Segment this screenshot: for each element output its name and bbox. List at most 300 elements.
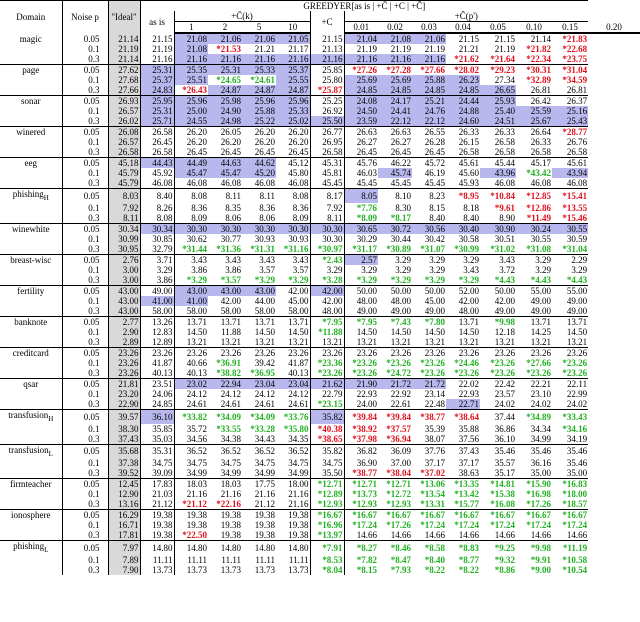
value-cell: 24.87	[242, 85, 276, 96]
value-cell: *37.57	[386, 423, 411, 434]
value-cell: 26.20	[220, 137, 241, 147]
value-cell: 49.00	[390, 305, 411, 316]
value-cell: 46.19	[424, 168, 445, 178]
value-cell: 21.72	[378, 378, 412, 389]
value-cell: 24.88	[446, 106, 480, 116]
value-cell: 25.33	[276, 106, 310, 116]
noise-cell: 0.1	[62, 137, 108, 147]
value-cell: *16.67	[480, 510, 516, 521]
table-row	[0, 389, 640, 399]
value-cell: 19.38	[288, 530, 309, 541]
noise-cell: 0.1	[62, 106, 108, 116]
col-chat-header: +Ĉ(p')	[344, 11, 588, 22]
value-cell: 42.00	[458, 295, 479, 306]
domain-cell	[0, 337, 62, 348]
domain-cell	[0, 75, 62, 85]
value-cell: *31.17	[344, 244, 378, 255]
value-cell: 35.31	[140, 444, 174, 458]
value-cell: 26.58	[530, 147, 551, 157]
value-cell: 18.03	[208, 479, 242, 490]
noise-cell: 0.1	[62, 489, 108, 499]
value-cell: 13.21	[254, 336, 275, 347]
value-cell: 24.85	[344, 85, 378, 96]
value-cell: 23.26	[480, 347, 516, 358]
value-cell: *30.89	[386, 243, 411, 254]
value-cell: 25.95	[140, 96, 174, 107]
value-cell: 26.15	[458, 137, 479, 147]
value-cell: 19.38	[140, 530, 174, 541]
value-cell: *9.91	[530, 555, 551, 566]
value-cell: 24.61	[288, 398, 309, 409]
value-cell: 8.10	[378, 189, 412, 203]
domain-cell	[0, 368, 62, 379]
value-cell: 13.21	[390, 336, 411, 347]
value-cell: 26.55	[412, 127, 446, 138]
table-row	[0, 189, 640, 203]
value-cell: 8.40	[463, 212, 479, 223]
table-row	[0, 530, 640, 541]
table-row	[0, 33, 640, 44]
table-row	[0, 458, 640, 468]
table-row	[0, 127, 640, 138]
value-cell: *13.54	[420, 489, 445, 500]
value-cell: *10.58	[562, 555, 588, 566]
value-cell: *8.22	[424, 565, 445, 576]
value-cell: 26.95	[310, 137, 344, 147]
noise-cell: 0.3	[62, 468, 108, 479]
noise-cell: 0.3	[62, 116, 108, 127]
noise-cell: 0.05	[62, 285, 108, 296]
value-cell: 41.87	[140, 358, 174, 368]
noise-cell: 0.05	[62, 479, 108, 490]
domain-cell	[0, 434, 62, 445]
value-cell: 37.00	[390, 458, 411, 469]
value-cell: 49.00	[566, 295, 588, 306]
value-cell: *8.40	[424, 555, 445, 566]
value-cell: *12.93	[344, 499, 378, 510]
ideal-cell: 45.79	[108, 168, 140, 178]
value-cell: *23.26	[454, 367, 479, 378]
value-cell: 22.02	[446, 378, 480, 389]
value-cell: 34.75	[220, 458, 241, 469]
noise-cell: 0.05	[62, 96, 108, 107]
value-cell: 26.45	[424, 147, 445, 157]
value-cell: 45.00	[424, 295, 445, 306]
value-cell: 24.98	[208, 116, 242, 127]
value-cell: 23.26	[208, 347, 242, 358]
value-cell: *10.54	[562, 565, 588, 576]
table-row	[0, 434, 640, 445]
value-cell: 14.66	[390, 530, 411, 541]
ideal-cell: 2.76	[108, 254, 140, 265]
value-cell: 25.21	[412, 96, 446, 107]
value-cell: 58.00	[174, 306, 208, 317]
value-cell: 26.27	[390, 137, 411, 147]
value-cell: *37.98	[344, 434, 378, 445]
value-cell: 8.11	[242, 189, 276, 203]
value-cell: 26.37	[552, 96, 588, 107]
domain-cell	[0, 458, 62, 468]
value-cell: *22.16	[216, 499, 241, 510]
value-cell: *12.93	[310, 499, 344, 510]
value-cell: 21.16	[254, 489, 275, 500]
table-row	[0, 158, 640, 169]
value-cell: 44.00	[254, 295, 275, 306]
value-cell: 49.00	[424, 305, 445, 316]
value-cell: 42.00	[220, 295, 241, 306]
value-cell: 46.08	[288, 178, 309, 188]
ideal-cell: 21.81	[108, 378, 140, 389]
value-cell: 40.13	[174, 368, 208, 379]
value-cell: *33.28	[250, 423, 275, 434]
value-cell: 48.00	[458, 305, 479, 316]
value-cell: 12.89	[140, 337, 174, 348]
value-cell: *17.26	[386, 520, 411, 531]
value-cell: 14.50	[254, 326, 275, 337]
domain-cell: fertility	[0, 285, 62, 296]
noise-cell: 0.3	[62, 530, 108, 541]
value-cell: 40.66	[174, 358, 208, 368]
value-cell: 30.24	[516, 223, 552, 234]
value-cell: *12.71	[310, 479, 344, 490]
value-cell: 36.52	[276, 444, 310, 458]
value-cell: 3.29	[395, 264, 411, 275]
ideal-cell: 27.68	[108, 75, 140, 85]
value-cell: 24.83	[140, 85, 174, 96]
value-cell: 19.38	[254, 530, 275, 541]
value-cell: 30.34	[140, 223, 174, 234]
domain-cell: winewhite	[0, 223, 62, 234]
value-cell: 18.00	[276, 479, 310, 490]
value-cell: 55.00	[516, 285, 552, 296]
value-cell: 25.31	[140, 106, 174, 116]
value-cell: 14.50	[458, 326, 479, 337]
value-cell: 25.02	[276, 116, 310, 127]
value-cell: 8.09	[292, 212, 309, 223]
value-cell: *9.98	[516, 541, 552, 555]
value-cell: 8.08	[276, 189, 310, 203]
noise-cell: 0.3	[62, 399, 108, 410]
value-cell: 25.31	[208, 65, 242, 76]
value-cell: 45.45	[310, 178, 344, 189]
value-cell: 34.99	[288, 468, 309, 479]
value-cell: 13.73	[220, 565, 241, 576]
value-cell: 22.93	[344, 389, 378, 399]
value-cell: 26.58	[494, 137, 515, 147]
value-cell: 30.42	[424, 233, 445, 244]
noise-cell: 0.05	[62, 347, 108, 358]
value-cell: 34.75	[288, 458, 309, 469]
noise-cell: 0.3	[62, 147, 108, 158]
value-cell: *16.67	[412, 510, 446, 521]
domain-cell	[0, 327, 62, 337]
domain-cell	[0, 106, 62, 116]
value-cell: 13.21	[494, 336, 515, 347]
value-cell: 14.80	[242, 541, 276, 555]
value-cell: 26.58	[566, 147, 588, 157]
value-cell: 8.40	[140, 189, 174, 203]
value-cell: *4.43	[530, 274, 551, 285]
domain-cell: transfusion$_H$	[0, 409, 62, 423]
value-cell: *31.31	[250, 243, 275, 254]
value-cell: 14.80	[276, 541, 310, 555]
value-cell: 7.92	[310, 203, 344, 213]
value-cell: 49.00	[566, 305, 588, 316]
ideal-cell: 43.00	[108, 285, 140, 296]
value-cell: 18.03	[174, 479, 208, 490]
value-cell: 26.42	[516, 96, 552, 107]
value-cell: *11.19	[552, 541, 588, 555]
value-cell: 3.29	[516, 254, 552, 265]
value-cell: 25.98	[208, 96, 242, 107]
value-cell: 23.26	[310, 347, 344, 358]
value-cell: 45.74	[378, 168, 412, 178]
value-cell: *24.46	[454, 357, 479, 368]
value-cell: 41.00	[140, 296, 174, 306]
value-cell: 36.86	[494, 423, 515, 434]
value-cell: *9.25	[480, 541, 516, 555]
value-cell: 44.63	[208, 158, 242, 169]
table-row	[0, 234, 640, 244]
noise-cell: 0.1	[62, 265, 108, 275]
value-cell: *12.86	[526, 202, 551, 213]
value-cell: *24.61	[250, 75, 275, 85]
value-cell: *33.82	[174, 409, 208, 423]
value-cell: 45.31	[310, 158, 344, 169]
value-cell: 36.52	[242, 444, 276, 458]
value-cell: 34.56	[174, 434, 208, 445]
value-cell: 13.73	[254, 565, 275, 576]
value-cell: 21.19	[344, 44, 378, 54]
noise-cell: 0.3	[62, 85, 108, 96]
value-cell: 35.46	[566, 458, 588, 469]
ideal-cell: 35.68	[108, 444, 140, 458]
value-cell: 24.55	[174, 116, 208, 127]
value-cell: 30.30	[310, 234, 344, 244]
table-row	[0, 65, 640, 76]
value-cell: *7.43	[378, 316, 412, 327]
p-value-header: 0.03	[412, 22, 446, 34]
value-cell: 46.22	[378, 158, 412, 169]
domain-cell: breast-wisc	[0, 254, 62, 265]
ideal-cell: 27.62	[108, 65, 140, 76]
domain-cell	[0, 54, 62, 65]
value-cell: 37.17	[424, 458, 445, 469]
value-cell: *21.83	[562, 34, 588, 44]
value-cell: 49.00	[530, 295, 551, 306]
value-cell: 25.31	[140, 65, 174, 76]
value-cell: 22.93	[458, 388, 479, 399]
domain-cell: creditcard	[0, 347, 62, 358]
value-cell: *8.17	[390, 212, 411, 223]
value-cell: 21.16	[310, 54, 344, 65]
value-cell: *16.67	[344, 510, 378, 521]
table-row	[0, 306, 640, 317]
value-cell: *34.89	[516, 409, 552, 423]
value-cell: 30.40	[446, 223, 480, 234]
value-cell: 26.20	[174, 127, 208, 138]
value-cell: *13.97	[310, 530, 344, 541]
noise-cell: 0.1	[62, 520, 108, 530]
ideal-cell: 38.30	[108, 424, 140, 434]
value-cell: 26.45	[140, 137, 174, 147]
value-cell: 22.42	[480, 378, 516, 389]
value-cell: 23.26	[552, 347, 588, 358]
value-cell: *16.67	[446, 510, 480, 521]
value-cell: *38.82	[216, 367, 241, 378]
value-cell: 24.12	[254, 388, 275, 399]
value-cell: *13.31	[420, 499, 445, 510]
value-cell: 26.27	[344, 137, 378, 147]
table-row	[0, 510, 640, 521]
value-cell: 3.29	[429, 264, 445, 275]
value-cell: 13.71	[552, 316, 588, 327]
value-cell: 14.50	[566, 326, 588, 337]
value-cell: 8.40	[429, 212, 445, 223]
value-cell: 3.29	[446, 254, 480, 265]
value-cell: 3.86	[225, 264, 241, 275]
value-cell: 45.47	[208, 168, 242, 178]
noise-cell: 0.05	[62, 510, 108, 521]
value-cell: 24.61	[254, 398, 275, 409]
value-cell: 45.44	[480, 158, 516, 169]
value-cell: 8.11	[310, 213, 344, 224]
value-cell: *23.26	[420, 357, 445, 368]
value-cell: *15.90	[516, 479, 552, 490]
value-cell: *16.83	[552, 479, 588, 490]
value-cell: 19.38	[276, 510, 310, 521]
value-cell: 8.09	[174, 213, 208, 224]
value-cell: 8.17	[310, 189, 344, 203]
value-cell: *22.50	[174, 530, 208, 541]
value-cell: 46.08	[254, 178, 275, 188]
value-cell: 8.15	[429, 202, 445, 213]
noise-cell: 0.05	[62, 254, 108, 265]
k-value-header: 1	[174, 22, 208, 34]
ideal-cell: 3.00	[108, 265, 140, 275]
value-cell: 36.52	[208, 444, 242, 458]
value-cell: *4.43	[494, 274, 515, 285]
value-cell: 39.42	[254, 357, 275, 368]
value-cell: 34.43	[254, 433, 275, 444]
value-cell: 34.75	[174, 458, 208, 468]
value-cell: 58.00	[140, 306, 174, 317]
value-cell: *32.89	[526, 75, 551, 85]
value-cell: 19.38	[242, 510, 276, 521]
value-cell: 34.19	[566, 433, 588, 444]
value-cell: 36.10	[140, 409, 174, 423]
value-cell: *23.26	[344, 368, 378, 379]
value-cell: *27.28	[378, 65, 412, 76]
value-cell: 14.66	[494, 530, 515, 541]
value-cell: 3.71	[140, 254, 174, 265]
value-cell: *16.67	[552, 510, 588, 521]
value-cell: 25.55	[276, 75, 310, 85]
value-cell: *33.55	[216, 423, 241, 434]
noise-cell: 0.05	[62, 65, 108, 76]
value-cell: 21.16	[140, 54, 174, 65]
value-cell: 58.00	[254, 305, 275, 316]
value-cell: 25.37	[140, 75, 174, 85]
value-cell: 48.00	[344, 296, 378, 306]
value-cell: *23.36	[310, 358, 344, 368]
value-cell: 21.16	[288, 489, 309, 500]
p-value-header: 0.20	[588, 22, 640, 34]
value-cell: 21.21	[254, 44, 275, 54]
value-cell: *8.77	[458, 555, 479, 566]
value-cell: 3.57	[292, 264, 309, 275]
value-cell: 30.77	[220, 233, 241, 244]
domain-cell: qsar	[0, 378, 62, 389]
value-cell: *35.80	[283, 423, 309, 434]
value-cell: 34.75	[254, 458, 275, 469]
ideal-cell: 45.79	[108, 178, 140, 189]
value-cell: 14.66	[424, 530, 445, 541]
value-cell: 35.50	[310, 468, 344, 479]
domain-cell	[0, 565, 62, 575]
value-cell: *38.64	[446, 409, 480, 423]
value-cell: *23.15	[310, 399, 344, 410]
value-cell: *31.36	[216, 243, 241, 254]
value-cell: 36.16	[530, 458, 551, 469]
value-cell: *23.75	[562, 54, 588, 64]
value-cell: *17.24	[526, 520, 551, 531]
p-value-header: 0.02	[378, 22, 412, 34]
value-cell: 24.17	[378, 96, 412, 107]
value-cell: *24.65	[216, 75, 241, 85]
value-cell: *23.26	[386, 357, 411, 368]
value-cell: 23.51	[140, 378, 174, 389]
value-cell: 22.71	[446, 399, 480, 410]
value-cell: 46.08	[566, 178, 588, 188]
value-cell: *17.24	[344, 520, 378, 530]
value-cell: *39.84	[378, 409, 412, 423]
value-cell: 49.00	[530, 305, 551, 316]
ideal-cell: 2.77	[108, 316, 140, 327]
domain-cell	[0, 468, 62, 479]
value-cell: 30.58	[458, 233, 479, 244]
value-cell: 35.72	[174, 424, 208, 434]
value-cell: 30.44	[390, 233, 411, 244]
value-cell: *36.91	[216, 357, 241, 368]
value-cell: 30.30	[208, 223, 242, 234]
value-cell: 26.58	[140, 147, 174, 158]
value-cell: 13.21	[310, 337, 344, 348]
value-cell: 45.12	[276, 158, 310, 169]
value-cell: *7.93	[390, 565, 411, 576]
ideal-cell: 37.43	[108, 434, 140, 445]
value-cell: *36.95	[250, 367, 275, 378]
value-cell: 2.57	[344, 254, 378, 265]
value-cell: 25.59	[516, 106, 552, 116]
value-cell: 21.08	[174, 44, 208, 54]
value-cell: 48.00	[310, 306, 344, 317]
value-cell: 26.81	[566, 85, 588, 95]
value-cell: 23.10	[530, 388, 551, 399]
domain-cell	[0, 168, 62, 178]
value-cell: 24.02	[566, 398, 588, 409]
domain-cell	[0, 147, 62, 158]
value-cell: 25.50	[310, 116, 344, 127]
value-cell: 11.11	[174, 555, 208, 565]
value-cell: *9.61	[494, 202, 515, 213]
value-cell: 30.30	[276, 223, 310, 234]
table-row	[0, 106, 640, 116]
ideal-cell: 21.14	[108, 33, 140, 44]
value-cell: *14.81	[480, 479, 516, 490]
value-cell: 21.16	[208, 54, 242, 65]
value-cell: *23.26	[310, 368, 344, 379]
